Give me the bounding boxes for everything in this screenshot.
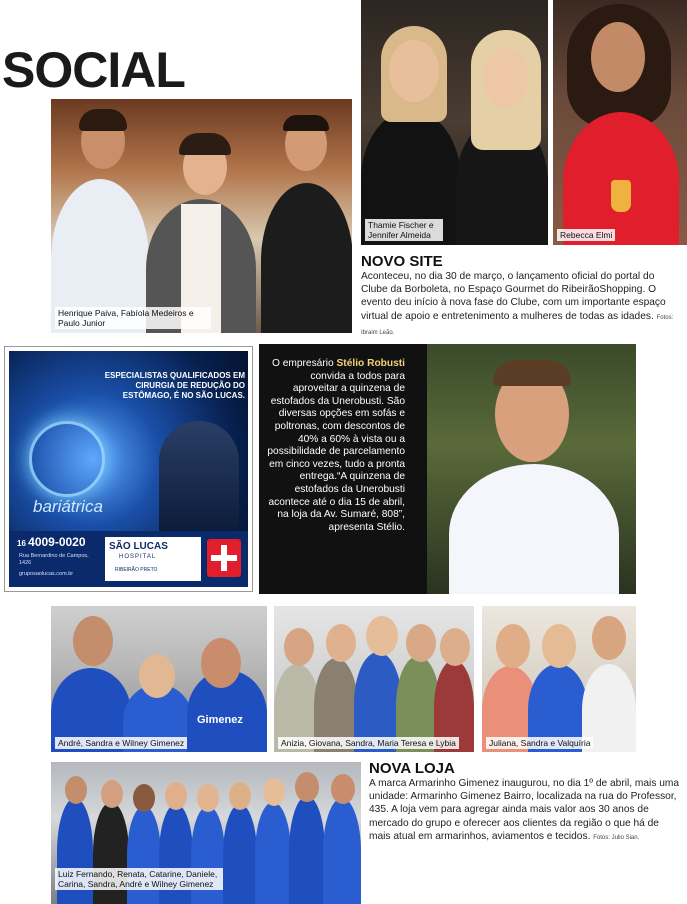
nova-loja-heading: NOVA LOJA [369,760,455,777]
photo-rebecca [553,0,687,245]
ad-brand: bariátrica [33,497,103,516]
photo-caption: Luiz Fernando, Renata, Catarine, Daniele, Carina, Sandra, André e Wilney Gimenez [55,868,223,890]
photo-store-team [51,762,361,904]
photo-thamie-jennifer [361,0,548,245]
photo-caption: Juliana, Sandra e Valquíria [486,737,593,749]
photo-caption: Anizia, Giovana, Sandra, Maria Teresa e Lybia [278,737,459,749]
ad-phone-prefix: 16 [17,539,26,548]
photo-juliana-sandra-valquiria [482,606,636,752]
hospital-sub: HOSPITAL [119,554,157,560]
unerobusti-text [263,358,405,534]
novo-site-body [361,270,683,340]
hospital-name: SÃO LUCAS [109,541,168,552]
ad-headline: ESPECIALISTAS QUALIFICADOS EM CIRURGIA DE REDUÇÃO DO ESTÔMAGO, É NO SÃO LUCAS. [104,371,245,400]
photo-credit: Fotos: Ibraim Leão. [361,314,674,336]
photo-caption: Thamie Fischer e Jennifer Almeida [365,219,443,241]
ad-stomach-graphic [29,421,105,497]
photo-andre-sandra-wilney [51,606,267,752]
nova-loja-text: A marca Armarinho Gimenez inaugurou, no dia 1º de abril, mais uma unidade: Armarinho Gimenez Bairro, localizada na rua do Professor, 435. A loja vem para agregar ainda mais valor aos 30 anos de mercado do grupo e oferecer aos clientes da região o que há de mais atual em armarinhos, aviamentos e tecidos. [369,778,680,842]
cross-icon [207,539,241,577]
nova-loja-body [369,777,683,845]
photo-credit: Fotos: Julio Sian. [593,834,640,841]
hospital-ad [4,346,253,592]
unerobusti-body: convida a todos para aproveitar a quinzena de estofados da Unerobusti. São diversas opções em sofás e poltronas, com descontos de 40% a 60% à vista ou a possibilidade de parcelamento em cinco vezes, tudo a pronta entrega.“A quinzena de estofados da Unerobusti acontece até o dia 15 de abril, na loja da Av. Sumaré, 808”, apresenta Stélio. [267,370,405,533]
hospital-city: RIBEIRÃO PRETO [115,567,158,573]
unerobusti-name: Stélio Robusti [336,358,405,369]
hospital-logo [105,537,201,581]
unerobusti-intro: O empresário [271,358,334,369]
novo-site-text: Aconteceu, no dia 30 de março, o lançamento oficial do portal do Clube da Borboleta, no Espaço Gourmet do RibeirãoShopping. O evento deu início à nova fase do Clube, com um importante espaço virtual de apoio e entretenimento a mulheres de todas as idades. [361,271,666,322]
ad-phone: 4009-0020 [28,535,86,549]
ad-site: gruposaolucas.com.br [19,571,74,577]
photo-five-women [274,606,474,752]
shirt-logo: Gimenez [197,714,243,726]
photo-caption: Henrique Paiva, Fabíola Medeiros e Paulo Junior [55,307,211,329]
photo-caption: André, Sandra e Wilney Gimenez [55,737,187,749]
photo-stelio [427,344,636,594]
photo-caption: Rebecca Elmi [557,229,615,241]
unerobusti-box [259,344,427,594]
photo-henrique-fabiola-paulo [51,99,352,333]
novo-site-heading: NOVO SITE [361,253,443,270]
ad-doctor-figure [159,421,239,531]
section-title: SOCIAL [2,42,185,98]
ad-address: Rua Bernardino de Campos, 1426 [19,553,89,566]
